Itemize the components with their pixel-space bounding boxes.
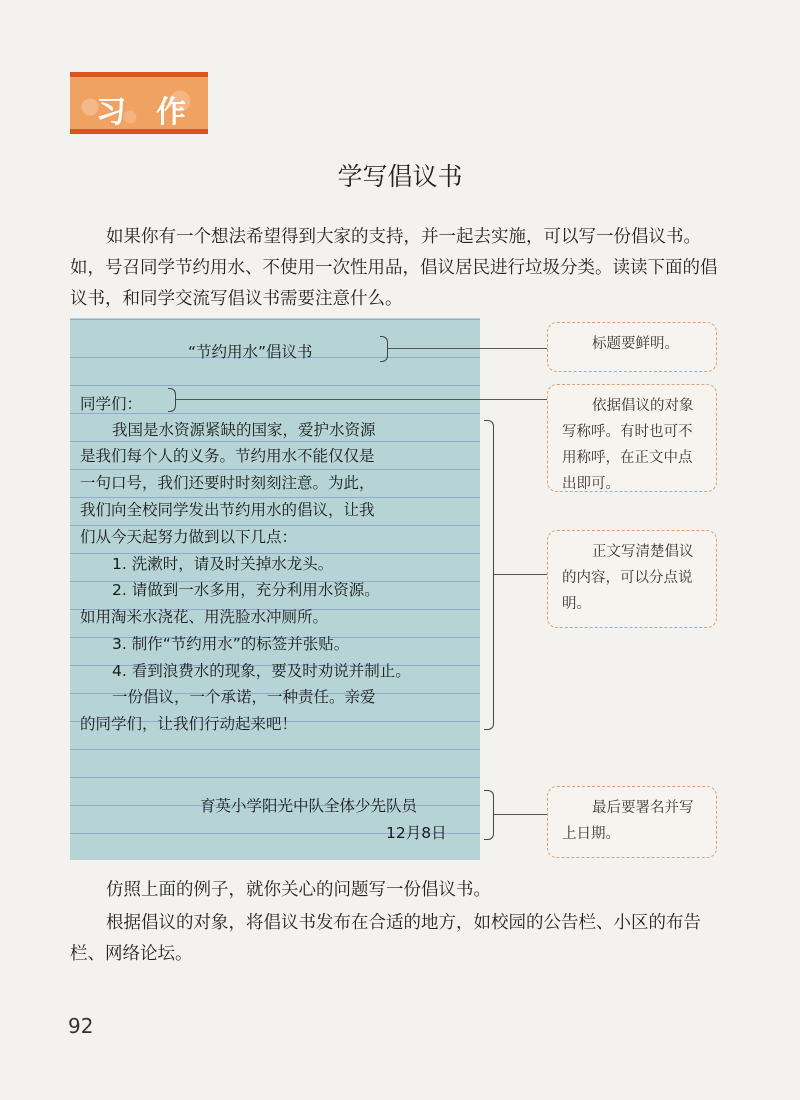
note-body: 正文写清楚倡议的内容，可以分点说明。 [547,530,717,628]
letter-line: 我们向全校同学发出节约用水的倡议，让我 [80,501,375,519]
followup-paragraph-2: 根据倡议的对象，将倡议书发布在合适的地方，如校园的公告栏、小区的布告栏、网络论坛。 [70,913,701,964]
followup-paragraph-1: 仿照上面的例子，就你关心的问题写一份倡议书。 [106,880,491,900]
body-connector [494,574,547,575]
section-char-2: 作 [156,95,186,130]
letter-greeting: 同学们： [80,395,143,413]
letter-line: 一份倡议，一个承诺，一种责任。亲爱 [112,688,376,706]
letter-line: 的同学们，让我们行动起来吧！ [80,715,298,733]
greeting-connector [176,399,547,400]
letter-title: “节约用水”倡议书 [188,343,313,361]
letter-signature: 育英小学阳光中队全体少先队员 [200,797,418,815]
note-title: 标题要鲜明。 [547,322,717,372]
title-connector [388,348,547,349]
letter-line: 我国是水资源紧缺的国家，爱护水资源 [112,421,376,439]
note-greeting: 依据倡议的对象写称呼。有时也可不用称呼，在正文中点出即可。 [547,384,717,492]
section-char-1: 习 [96,95,126,130]
title-brace [380,336,388,362]
intro-paragraph: 如果你有一个想法希望得到大家的支持，并一起去实施，可以写一份倡议书。如，号召同学节约用水、不使用一次性用品，倡议居民进行垃圾分类。读读下面的倡议书，和同学交流写倡议书需要注意什么。 [70,227,718,309]
letter-line: 一句口号，我们还要时时刻刻注意。为此， [80,474,375,492]
signature-brace [484,790,494,840]
letter-line: 们从今天起努力做到以下几点： [80,528,298,546]
signature-connector [494,814,547,815]
greeting-brace [168,388,176,412]
page-title: 学写倡议书 [337,162,463,191]
letter-line: 4. 看到浪费水的现象，要及时劝说并制止。 [112,662,411,680]
letter-line: 1. 洗漱时，请及时关掉水龙头。 [112,555,334,573]
letter-line: 如用淘米水浇花、用洗脸水冲厕所。 [80,608,329,626]
letter-line: 是我们每个人的义务。节约用水不能仅仅是 [80,447,375,465]
note-signature: 最后要署名并写上日期。 [547,786,717,858]
body-brace [484,420,494,730]
letter-line: 2. 请做到一水多用，充分利用水资源。 [112,581,380,599]
section-tag-banner [70,72,208,134]
page-number: 92 [68,1014,94,1038]
letter-date: 12月8日 [386,824,447,842]
letter-line: 3. 制作“节约用水”的标签并张贴。 [112,635,350,653]
